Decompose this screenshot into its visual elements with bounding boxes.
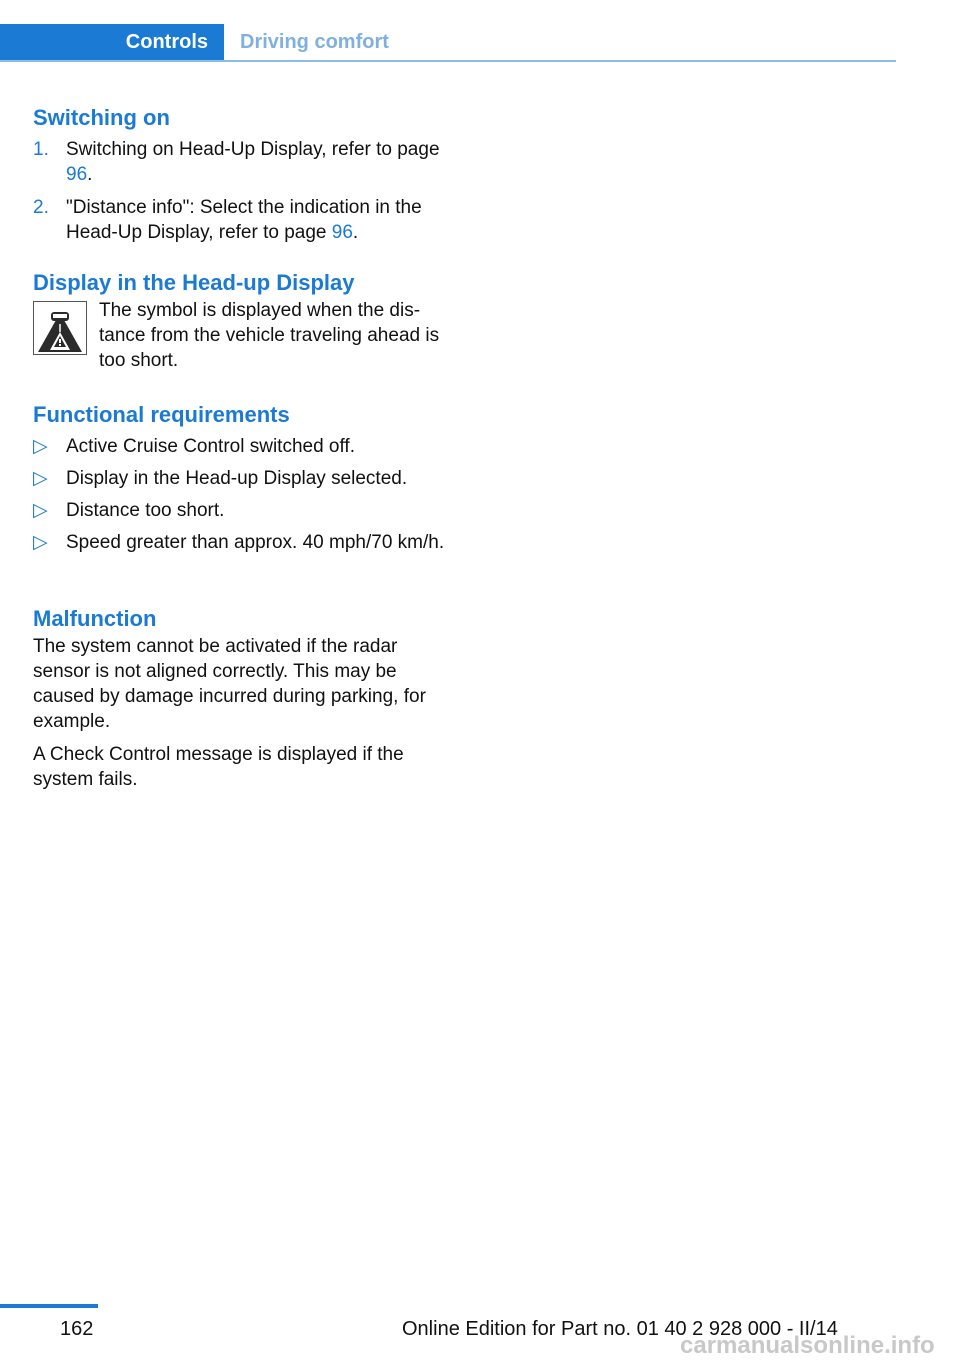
requirement-text: Speed greater than approx. 40 mph/70 km/h. (66, 532, 445, 553)
section-malfunction (33, 604, 453, 792)
list-item (33, 530, 453, 555)
edition-note: Online Edition for Part no. 01 40 2 928 000 - II/14 (402, 1318, 838, 1340)
step-number: 2. (33, 197, 49, 218)
tab-driving-comfort[interactable]: Driving comfort (240, 31, 389, 53)
header-divider (0, 60, 896, 62)
tab-controls[interactable]: Controls (0, 24, 224, 60)
step-tail: . (87, 164, 93, 185)
list-item (33, 466, 453, 491)
step-number: 1. (33, 139, 49, 160)
step-text: Switching on Head-Up Display, refer to page (66, 139, 440, 160)
requirement-text: Display in the Head-up Display selected. (66, 468, 408, 489)
triangle-bullet-icon: ▷ (33, 532, 48, 553)
page-header (0, 24, 960, 62)
section-title-switching-on: Switching on (33, 105, 170, 130)
section-switching-on (33, 103, 453, 245)
display-row (33, 298, 453, 378)
footer-accent-bar (0, 1304, 98, 1308)
step-tail: . (352, 222, 359, 243)
list-item (33, 434, 453, 459)
malfunction-paragraph: A Check Control message is displayed if the system fails. (33, 744, 404, 790)
page-link[interactable]: 96 (66, 164, 88, 185)
malfunction-paragraph: The system cannot be activated if the radar sensor is not aligned correctly. This may be caused by damage incurred during parking, for example. (33, 636, 426, 732)
section-title-functional: Functional requirements (33, 402, 290, 427)
page-number: 162 (60, 1318, 94, 1340)
display-description: The symbol is displayed when the distance from the vehicle traveling ahead is too short. (99, 300, 440, 371)
section-functional-requirements (33, 400, 453, 555)
watermark-logo: carmanualsonline.info (680, 1332, 935, 1359)
page-link[interactable]: 96 (331, 222, 353, 243)
section-title-malfunction: Malfunction (33, 606, 157, 631)
triangle-bullet-icon: ▷ (33, 500, 48, 521)
list-item (33, 137, 453, 187)
section-title-display: Display in the Head-up Display (33, 270, 355, 295)
triangle-bullet-icon: ▷ (33, 436, 48, 457)
requirement-text: Active Cruise Control switched off. (66, 436, 355, 457)
triangle-bullet-icon: ▷ (33, 468, 48, 489)
requirement-text: Distance too short. (66, 500, 225, 521)
step-text: "Distance info": Select the indication in the Head-Up Display, refer to page (66, 197, 422, 243)
section-display-hud (33, 268, 453, 378)
list-item (33, 195, 453, 245)
list-item (33, 498, 453, 523)
switching-on-steps (33, 137, 453, 245)
requirements-list (33, 434, 453, 555)
distance-warning-icon (33, 301, 87, 355)
